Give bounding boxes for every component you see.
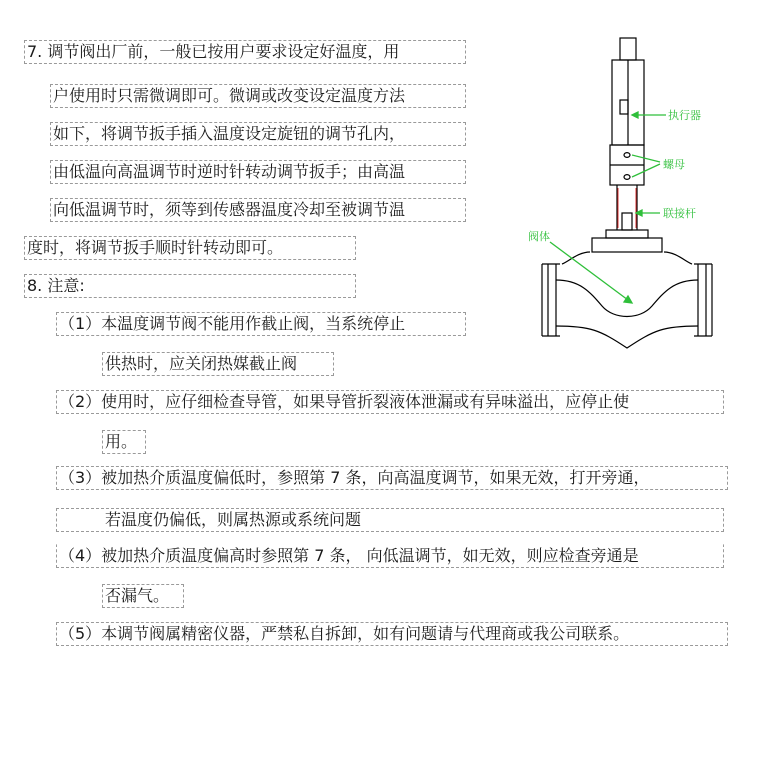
note-3-line-1: （3）被加热介质温度偏低时，参照第 7 条，向高温度调节，如果无效，打开旁通， <box>56 466 728 490</box>
actuator-cap <box>620 38 636 60</box>
note-2-line-1: （2）使用时，应仔细检查导管，如果导管折裂液体泄漏或有异味溢出，应停止使 <box>56 390 724 414</box>
note-4-line-2: 否漏气。 <box>102 584 184 608</box>
note-5-line-1: （5）本调节阀属精密仪器，严禁私自拆卸，如有问题请与代理商或我公司联系。 <box>56 622 728 646</box>
section7-line-6: 度时，将调节扳手顺时针转动即可。 <box>24 236 356 260</box>
label-actuator: 执行器 <box>668 109 701 122</box>
note-3-line-2: 若温度仍偏低，则属热源或系统问题 <box>56 508 724 532</box>
valve-diagram <box>520 30 740 360</box>
section7-line-4: 由低温向高温调节时逆时针转动调节扳手；由高温 <box>50 160 466 184</box>
section7-line-5: 向低温调节时，须等到传感器温度冷却至被调节温 <box>50 198 466 222</box>
section7-line-1: 7. 调节阀出厂前，一般已按用户要求设定好温度，用 <box>24 40 466 64</box>
section7-line-2: 户使用时只需微调即可。微调或改变设定温度方法 <box>50 84 466 108</box>
connecting-rod <box>622 213 632 230</box>
section8-title: 8. 注意: <box>24 274 356 298</box>
label-nut: 螺母 <box>663 158 685 171</box>
section7-line-3: 如下，将调节扳手插入温度设定旋钮的调节孔内， <box>50 122 466 146</box>
label-connecting-rod: 联接杆 <box>663 207 696 220</box>
valve-flange <box>592 238 662 252</box>
note-1-line-1: （1）本温度调节阀不能用作截止阀，当系统停止 <box>56 312 466 336</box>
label-valve-body: 阀体 <box>528 230 550 243</box>
note-1-line-2: 供热时，应关闭热媒截止阀 <box>102 352 334 376</box>
note-4-line-1: （4）被加热介质温度偏高时参照第 7 条， 向低温调节，如无效，则应检查旁通是 <box>56 544 724 568</box>
note-2-line-2: 用。 <box>102 430 146 454</box>
